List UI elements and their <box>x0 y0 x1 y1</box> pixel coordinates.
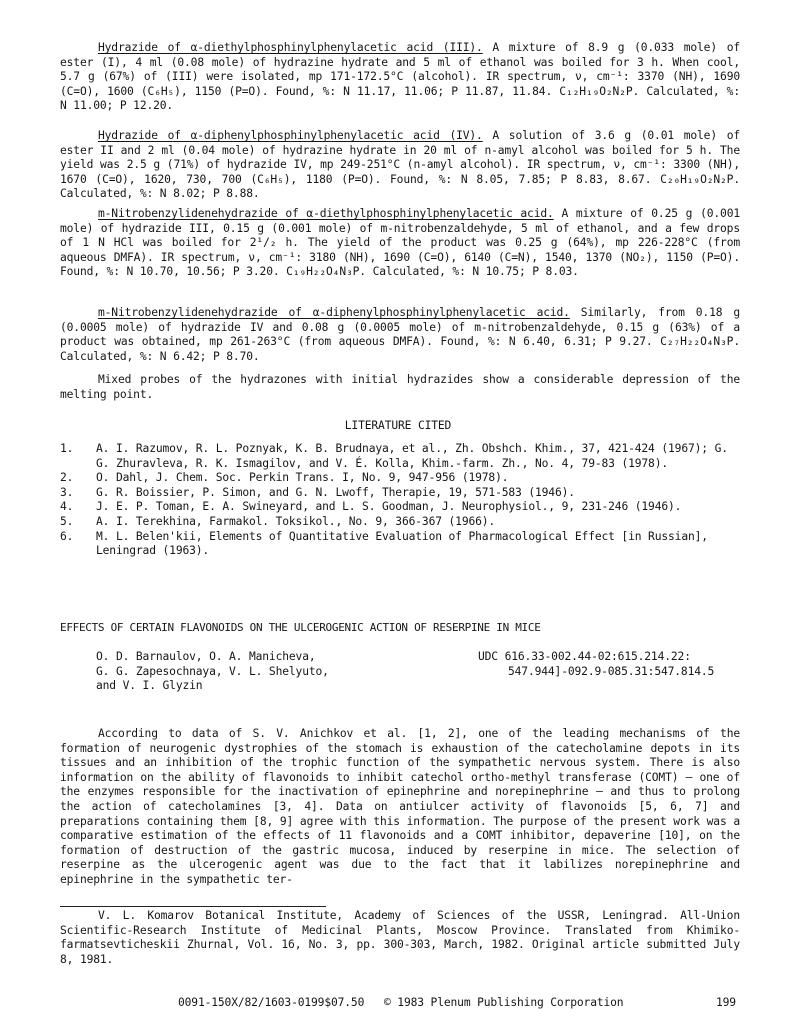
document-code: 0091-150X/82/1603-0199$07.50 <box>178 996 365 1009</box>
reference-item: 1. A. I. Razumov, R. L. Poznyak, K. B. Brudnaya, et al., Zh. Obshch. Khim., 37, 421-424 (1967); G. G. Zhuravleva, R. K. Ismagilov, and V. É. Kolla, Khim.-farm. Zh., No. 4, 79-83 (1978). <box>60 442 728 470</box>
author-line: O. D. Barnaulov, O. A. Manicheva, <box>96 650 316 663</box>
paragraph-body: A mixture of 8.9 g (0.033 mole) of ester (I), 4 ml (0.08 mole) of hydrazine hydrate and 5 ml of ethanol was boiled for 3 h. When cool, 5.7 g (67%) of (III) were isolated, mp 171-172.5°C (alcohol). IR spectrum, ν, cm⁻¹: 3370 (NH), 1690 (C=O), 1600 (C₆H₅), 1150 (P=O). Found, %: N 11.17, 11.06; P 11.87, 11.84. C₁₂H₁₉O₂N₂P. Calculated, %: N 11.00; P 12.20. <box>60 41 740 113</box>
paragraph-hydrazide-iii <box>60 41 740 114</box>
page-number: 199 <box>716 996 736 1009</box>
paragraph-melting-point-note: Mixed probes of the hydrazones with initial hydrazides show a considerable depression of the melting point. <box>60 373 740 401</box>
paragraph-heading: m-Nitrobenzylidenehydrazide of α-diethylphosphinylphenylacetic acid. <box>98 207 554 220</box>
paragraph-heading: m-Nitrobenzylidenehydrazide of α-diphenylphosphinylphenylacetic acid. <box>98 306 570 319</box>
author-list <box>96 650 396 694</box>
reference-item: 5. A. I. Terekhina, Farmakol. Toksikol., No. 9, 366-367 (1966). <box>60 514 496 528</box>
paragraph-body: A mixture of 0.25 g (0.001 mole) of hydrazide III, 0.15 g (0.001 mole) of m-nitrobenzaldehyde, 5 ml of ethanol, and a few drops of 1 N HCl was boiled for 2¹/₂ h. The yield of the product was 0.25 g (64%), mp 226-228°C (from aqueous DMFA). IR spectrum, ν, cm⁻¹: 3180 (NH), 1690 (C=O), 6140 (C=N), 1540, 1370 (NO₂), 1150 (P=O). Found, %: N 10.70, 10.56; P 3.20. C₁₉H₂₂O₄N₃P. Calculated, %: N 10.75; P 8.03. <box>60 207 740 279</box>
reference-item: 4. J. E. P. Toman, E. A. Swineyard, and L. S. Goodman, J. Neurophysiol., 9, 231-246 (1946). <box>60 500 682 514</box>
footnote-rule <box>60 906 326 907</box>
reference-list <box>60 442 740 559</box>
paragraph-nitrobenzylidene-diethyl <box>60 207 740 280</box>
author-line: G. G. Zapesochnaya, V. L. Shelyuto, <box>96 664 329 678</box>
paragraph-body: Similarly, from 0.18 g (0.0005 mole) of hydrazide IV and 0.08 g (0.0005 mole) of m-nitrobenzaldehyde, 0.15 g (63%) of a product was obtained, mp 261-263°C (from aqueous DMFA). Found, %: N 6.40, 6.31; P 9.27. C₂₇H₂₂O₄N₃P. Calculated, %: N 6.42; P 8.70. <box>60 306 740 363</box>
footnote: V. L. Komarov Botanical Institute, Academy of Sciences of the USSR, Leningrad. All-Union Scientific-Research Institute of Medicinal Plants, Moscow Province. Translated from Khimiko-farmatsevticheskii Zhurnal, Vol. 16, No. 3, pp. 300-303, March, 1982. Original article submitted July 8, 1981. <box>60 909 740 966</box>
paragraph-heading: Hydrazide of α-diphenylphosphinylphenylacetic acid (IV). <box>98 129 483 142</box>
udc-classification <box>478 650 748 679</box>
udc-line: UDC 616.33-002.44-02:615.214.22: <box>478 650 691 663</box>
reference-item: 2. O. Dahl, J. Chem. Soc. Perkin Trans. I, No. 9, 947-956 (1978). <box>60 471 509 485</box>
reference-item: 6. M. L. Belen'kii, Elements of Quantitative Evaluation of Pharmacological Effect [in Russian], Leningrad (1963). <box>60 529 708 558</box>
paragraph-body: A solution of 3.6 g (0.01 mole) of ester II and 2 ml (0.04 mole) of hydrazine hydrate in 20 ml of n-amyl alcohol was boiled for 5 h. The yield was 2.5 g (71%) of hydrazide IV, mp 249-251°C (n-amyl alcohol). IR spectrum, ν, cm⁻¹: 3300 (NH), 1670 (C=O), 1620, 730, 700 (C₆H₅), 1180 (P=O). Found, %: N 8.05, 7.85; P 8.83, 8.67. C₂₀H₁₉O₂N₂P. Calculated, %: N 8.02; P 8.88. <box>60 129 740 201</box>
paragraph-hydrazide-iv <box>60 129 740 202</box>
literature-cited-heading: LITERATURE CITED <box>344 419 452 432</box>
reference-item: 3. G. R. Boissier, P. Simon, and G. N. Lwoff, Therapie, 19, 571-583 (1946). <box>60 485 575 499</box>
paragraph-nitrobenzylidene-diphenyl <box>60 306 740 364</box>
author-line: and V. I. Glyzin <box>96 679 203 693</box>
udc-line: 547.944]-092.9-085.31:547.814.5 <box>508 664 715 678</box>
paragraph-heading: Hydrazide of α-diethylphosphinylphenylacetic acid (III). <box>98 41 483 54</box>
copyright-notice: © 1983 Plenum Publishing Corporation <box>384 996 624 1009</box>
intro-paragraph: According to data of S. V. Anichkov et al. [1, 2], one of the leading mechanisms of the formation of neurogenic dystrophies of the stomach is exhaustion of the catecholamine depots in its tissues and an inhibition of the trophic function of the sympathetic nervous system. There is also information on the ability of flavonoids to inhibit catechol ortho-methyl transferase (COMT) — one of the enzymes responsible for the inactivation of epinephrine and norepinephrine — and thus to prolong the action of catecholamines [3, 4]. Data on antiulcer activity of flavonoids [5, 6, 7] and preparations containing them [8, 9] agree with this information. The purpose of the present work was a comparative estimation of the effects of 11 flavonoids and a COMT inhibitor, depaverine [10], on the formation of destruction of the gastric mucosa, induced by reserpine in mice. The selection of reserpine as the ulcerogenic agent was due to the fact that it labilizes norepinephrine and epinephrine in the sympathetic ter- <box>60 727 740 886</box>
article-title: EFFECTS OF CERTAIN FLAVONOIDS ON THE ULCEROGENIC ACTION OF RESERPINE IN MICE <box>60 621 541 634</box>
